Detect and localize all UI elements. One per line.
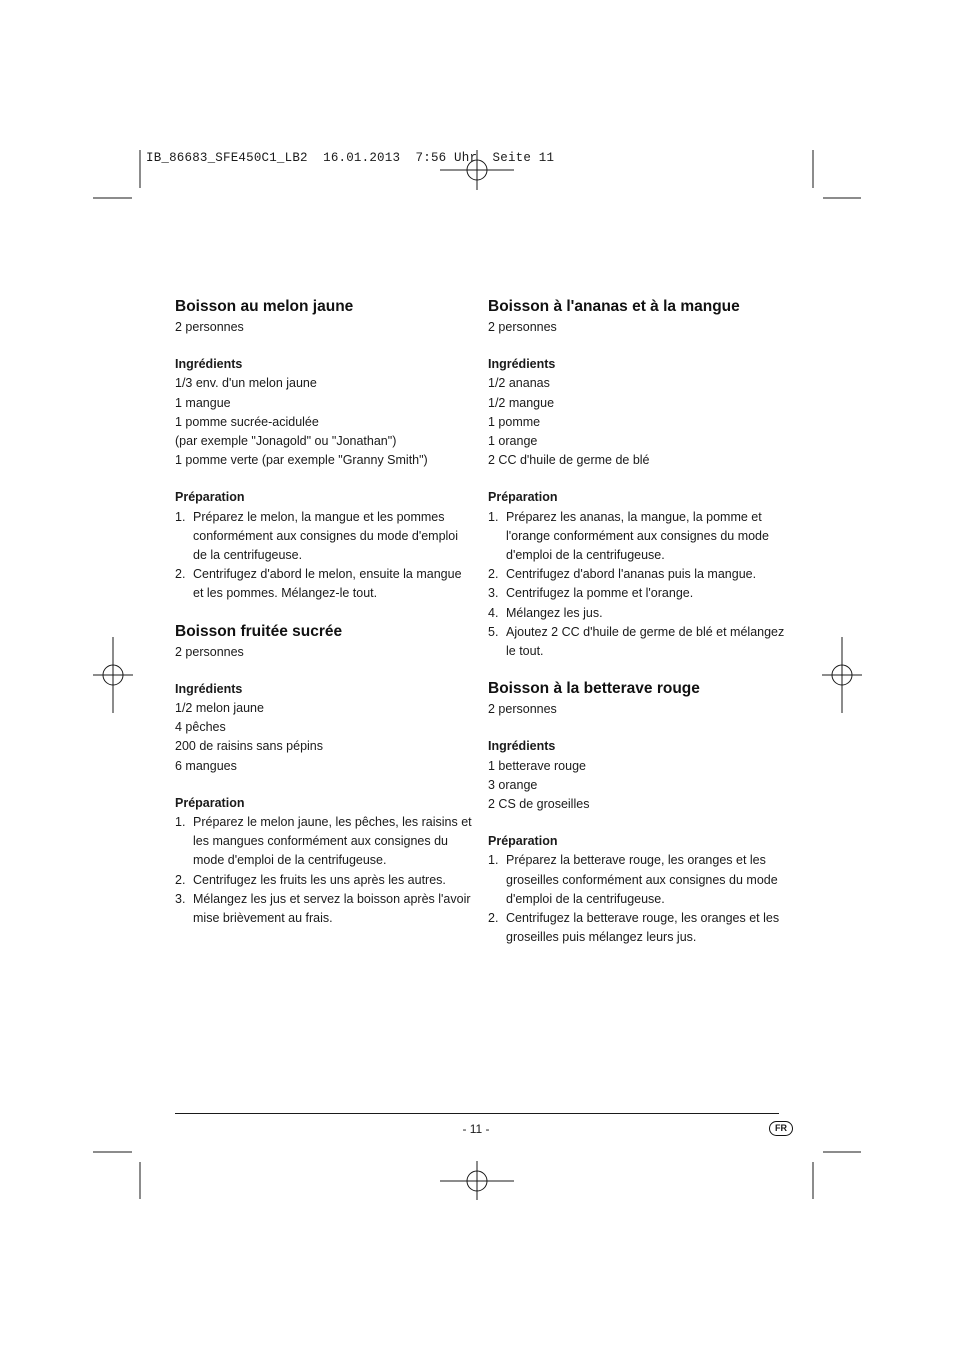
- ingredient-item: 1 pomme verte (par exemple "Granny Smith"): [175, 453, 428, 468]
- print-slug: IB_86683_SFE450C1_LB2 16.01.2013 7:56 Uhr Seite 11: [146, 151, 555, 165]
- ingredient-item: 2 CS de groseilles: [488, 797, 590, 812]
- recipe-betterave-rouge: [488, 678, 788, 947]
- recipe-ananas-mangue: [488, 296, 788, 661]
- step-item: [175, 565, 475, 603]
- ingredient-item: 1 orange: [488, 434, 538, 449]
- ingredients-label: Ingrédients: [488, 739, 556, 754]
- step-number: 1.: [175, 815, 186, 830]
- recipe-title: Boisson à l'ananas et à la mangue: [488, 298, 740, 315]
- ingredients-label: Ingrédients: [175, 357, 243, 372]
- ingredient-item: 1/3 env. d'un melon jaune: [175, 376, 317, 391]
- ingredient-item: (par exemple "Jonagold" ou "Jonathan"): [175, 434, 397, 449]
- ingredient-item: 4 pêches: [175, 720, 226, 735]
- ingredient-item: 3 orange: [488, 777, 538, 792]
- step-number: 3.: [488, 586, 499, 601]
- step-item: [175, 890, 475, 928]
- step-item: [488, 508, 788, 566]
- servings: 2 personnes: [488, 702, 557, 717]
- step-item: [175, 871, 475, 890]
- ingredient-item: 1/2 ananas: [488, 376, 550, 391]
- steps-list: [175, 813, 475, 928]
- step-text: Centrifugez les fruits les uns après les autres.: [193, 872, 446, 887]
- step-text: Préparez le melon jaune, les pêches, les raisins et les mangues conformément aux consignes du mode d'emploi de la centrifugeuse.: [193, 815, 472, 868]
- step-item: [488, 623, 788, 661]
- ingredient-item: 1 pomme sucrée-acidulée: [175, 414, 319, 429]
- recipe-title: Boisson au melon jaune: [175, 298, 354, 315]
- step-number: 1.: [488, 853, 499, 868]
- step-number: 4.: [488, 605, 499, 620]
- left-column: [175, 296, 475, 928]
- ingredient-item: 1 mangue: [175, 395, 231, 410]
- step-item: [488, 604, 788, 623]
- language-badge: FR: [769, 1121, 793, 1136]
- step-text: Préparez le melon, la mangue et les pommes conformément aux consignes du mode d'emploi de la centrifugeuse.: [193, 509, 459, 563]
- step-number: 1.: [175, 509, 186, 524]
- preparation-label: Préparation: [488, 490, 558, 505]
- step-text: Préparez les ananas, la mangue, la pomme et l'orange conformément aux consignes du mode d'emploi de la centrifugeuse.: [506, 509, 769, 563]
- step-item: [488, 909, 788, 947]
- step-text: Ajoutez 2 CC d'huile de germe de blé et mélangez le tout.: [506, 624, 785, 659]
- ingredient-item: 200 de raisins sans pépins: [175, 739, 324, 754]
- ingredient-item: 1/2 mangue: [488, 395, 555, 410]
- step-item: [488, 851, 788, 909]
- step-number: 2.: [488, 567, 499, 582]
- step-number: 3.: [175, 891, 186, 906]
- preparation-label: Préparation: [488, 834, 558, 849]
- servings: 2 personnes: [175, 320, 244, 334]
- step-text: Mélangez les jus.: [506, 605, 603, 620]
- steps-list: [488, 508, 788, 662]
- step-text: Préparez la betterave rouge, les oranges et les groseilles conformément aux consignes du mode d'emploi de la centrifugeuse.: [506, 853, 778, 906]
- step-text: Centrifugez d'abord l'ananas puis la mangue.: [506, 567, 757, 582]
- step-text: Centrifugez d'abord le melon, ensuite la mangue et les pommes. Mélangez-le tout.: [193, 567, 462, 601]
- step-number: 2.: [488, 911, 499, 926]
- preparation-label: Préparation: [175, 490, 245, 505]
- steps-list: [488, 851, 788, 947]
- step-item: [488, 584, 788, 603]
- ingredients-label: Ingrédients: [488, 357, 556, 372]
- ingredients-label: Ingrédients: [175, 681, 243, 696]
- step-number: 1.: [488, 509, 499, 524]
- ingredient-item: 2 CC d'huile de germe de blé: [488, 453, 650, 468]
- right-column: [488, 296, 788, 947]
- ingredient-item: 1 pomme: [488, 414, 541, 429]
- step-number: 2.: [175, 872, 186, 887]
- ingredient-item: 1 betterave rouge: [488, 758, 586, 773]
- recipe-title: Boisson à la betterave rouge: [488, 680, 700, 698]
- steps-list: [175, 508, 475, 604]
- step-item: [175, 813, 475, 871]
- step-text: Centrifugez la betterave rouge, les oranges et les groseilles puis mélangez leurs jus.: [506, 911, 780, 945]
- page-number: - 11 -: [462, 1122, 490, 1136]
- preparation-label: Préparation: [175, 795, 245, 810]
- ingredient-item: 1/2 melon jaune: [175, 701, 264, 716]
- recipe-fruitee-sucree: [175, 621, 475, 929]
- step-item: [488, 565, 788, 584]
- step-text: Mélangez les jus et servez la boisson après l'avoir mise brièvement au frais.: [193, 891, 471, 926]
- recipe-title: Boisson fruitée sucrée: [175, 622, 343, 640]
- recipe-melon-jaune: [175, 296, 475, 604]
- servings: 2 personnes: [175, 644, 244, 659]
- step-number: 5.: [488, 624, 499, 639]
- step-number: 2.: [175, 567, 186, 582]
- footer-rule: [175, 1113, 779, 1114]
- servings: 2 personnes: [488, 320, 557, 334]
- step-item: [175, 508, 475, 566]
- step-text: Centrifugez la pomme et l'orange.: [506, 586, 694, 601]
- ingredient-item: 6 mangues: [175, 758, 237, 773]
